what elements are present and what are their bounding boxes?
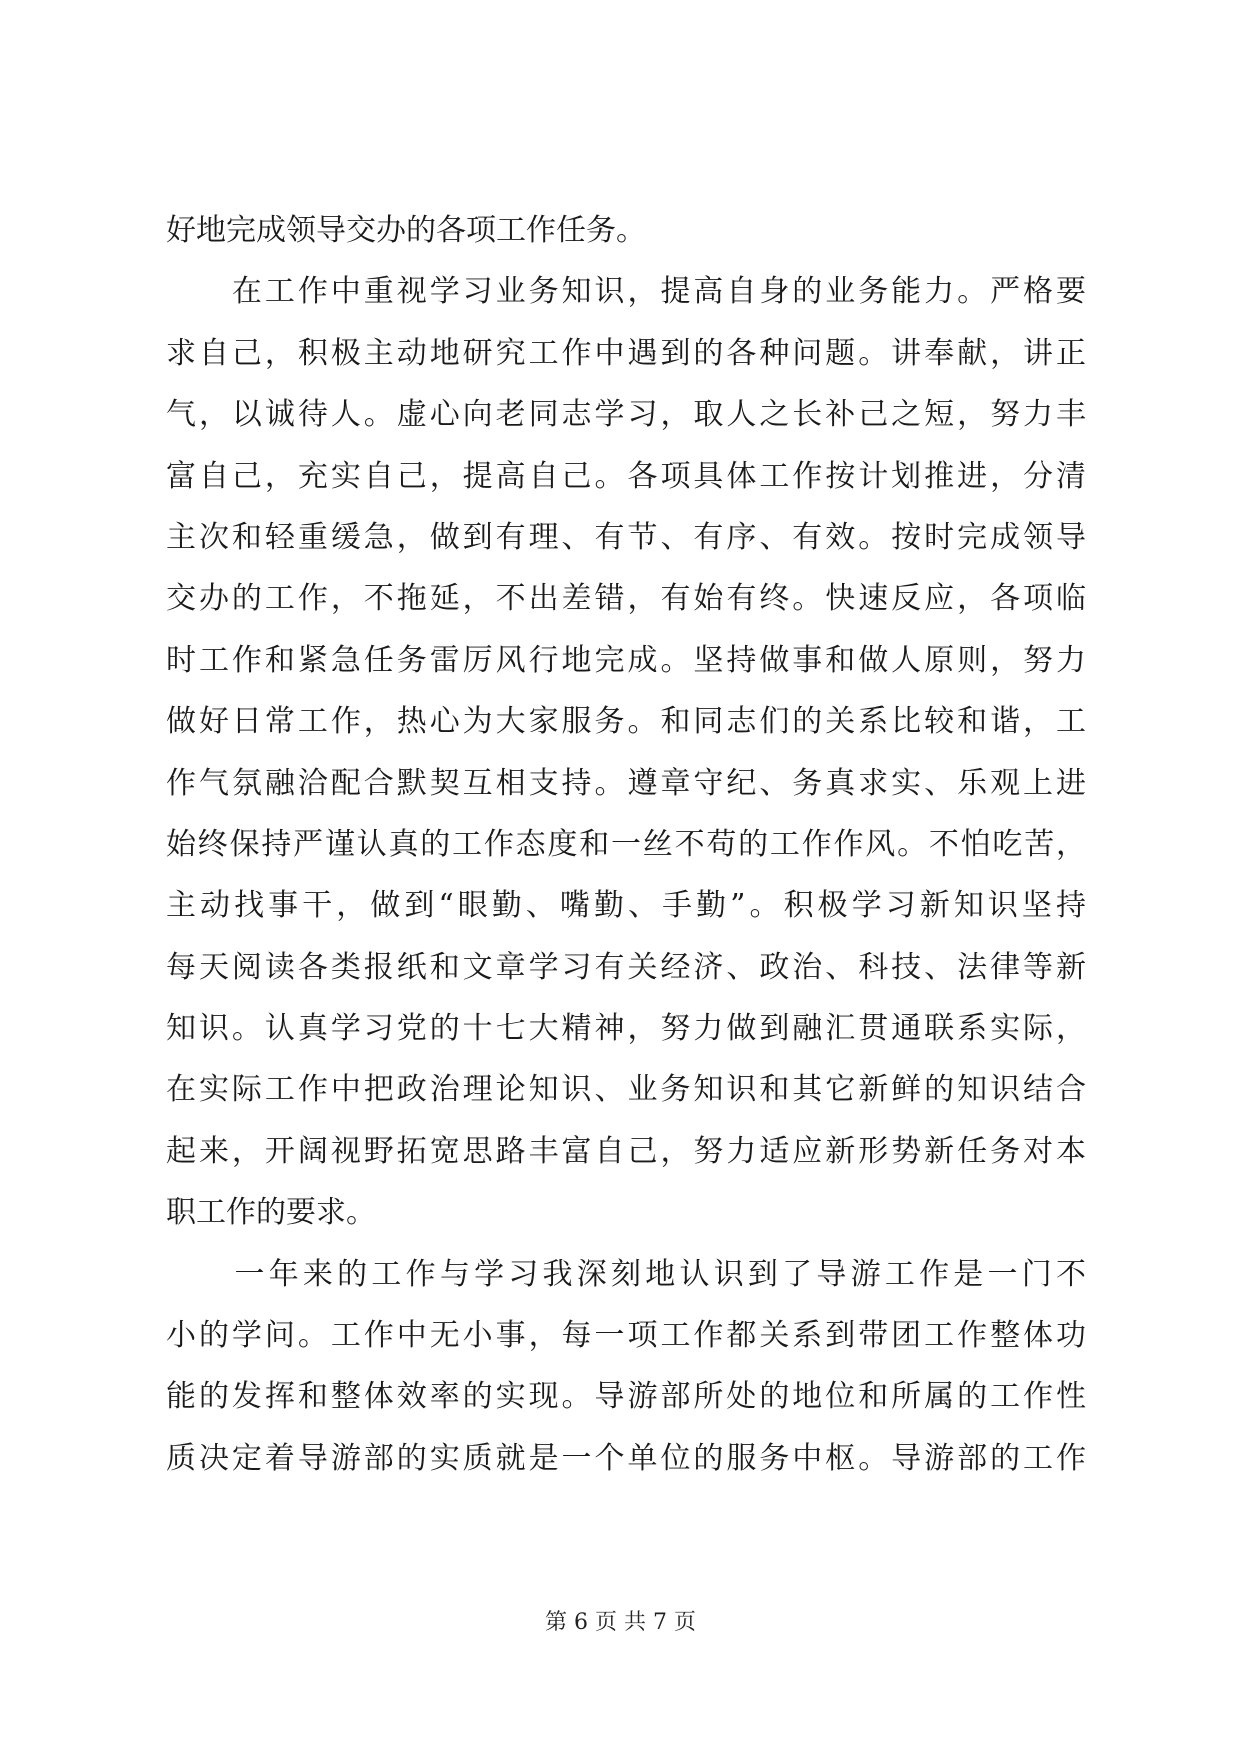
text-line: 职工作的要求。 (166, 1195, 376, 1231)
text-line: 气，以诚待人。虚心向老同志学习，取人之长补己之短，努力丰 (166, 397, 1086, 433)
text-line: 主动找事干，做到“眼勤、嘴勤、手勤”。积极学习新知识坚持 (166, 888, 1086, 924)
text-line: 知识。认真学习党的十七大精神，努力做到融汇贯通联系实际， (166, 1011, 1086, 1047)
text-line: 好地完成领导交办的各项工作任务。 (166, 213, 646, 248)
text-line: 每天阅读各类报纸和文章学习有关经济、政治、科技、法律等新 (166, 949, 1086, 985)
text-line: 时工作和紧急任务雷厉风行地完成。坚持做事和做人原则，努力 (166, 642, 1086, 678)
text-line: 作气氛融洽配合默契互相支持。遵章守纪、务真求实、乐观上进 (166, 765, 1086, 801)
text-line: 求自己，积极主动地研究工作中遇到的各种问题。讲奉献，讲正 (166, 335, 1086, 371)
text-line: 小的学问。工作中无小事，每一项工作都关系到带团工作整体功 (166, 1318, 1086, 1354)
text-line: 在实际工作中把政治理论知识、业务知识和其它新鲜的知识结合 (166, 1072, 1086, 1108)
text-line: 在工作中重视学习业务知识，提高自身的业务能力。严格要 (166, 274, 1086, 310)
text-line: 做好日常工作，热心为大家服务。和同志们的关系比较和谐，工 (166, 704, 1086, 740)
text-line: 能的发挥和整体效率的实现。导游部所处的地位和所属的工作性 (166, 1379, 1086, 1415)
text-line: 始终保持严谨认真的工作态度和一丝不苟的工作作风。不怕吃苦， (166, 826, 1086, 862)
body-text (166, 200, 1086, 1489)
text-line: 主次和轻重缓急，做到有理、有节、有序、有效。按时完成领导 (166, 519, 1086, 555)
text-line: 起来，开阔视野拓宽思路丰富自己，努力适应新形势新任务对本 (166, 1133, 1086, 1169)
text-line: 富自己，充实自己，提高自己。各项具体工作按计划推进，分清 (166, 458, 1086, 494)
text-line: 质决定着导游部的实质就是一个单位的服务中枢。导游部的工作 (166, 1440, 1086, 1476)
page-footer: 第 6 页 共 7 页 (545, 1610, 696, 1635)
text-line: 一年来的工作与学习我深刻地认识到了导游工作是一门不 (166, 1256, 1086, 1292)
text-line: 交办的工作，不拖延，不出差错，有始有终。快速反应，各项临 (166, 581, 1086, 617)
